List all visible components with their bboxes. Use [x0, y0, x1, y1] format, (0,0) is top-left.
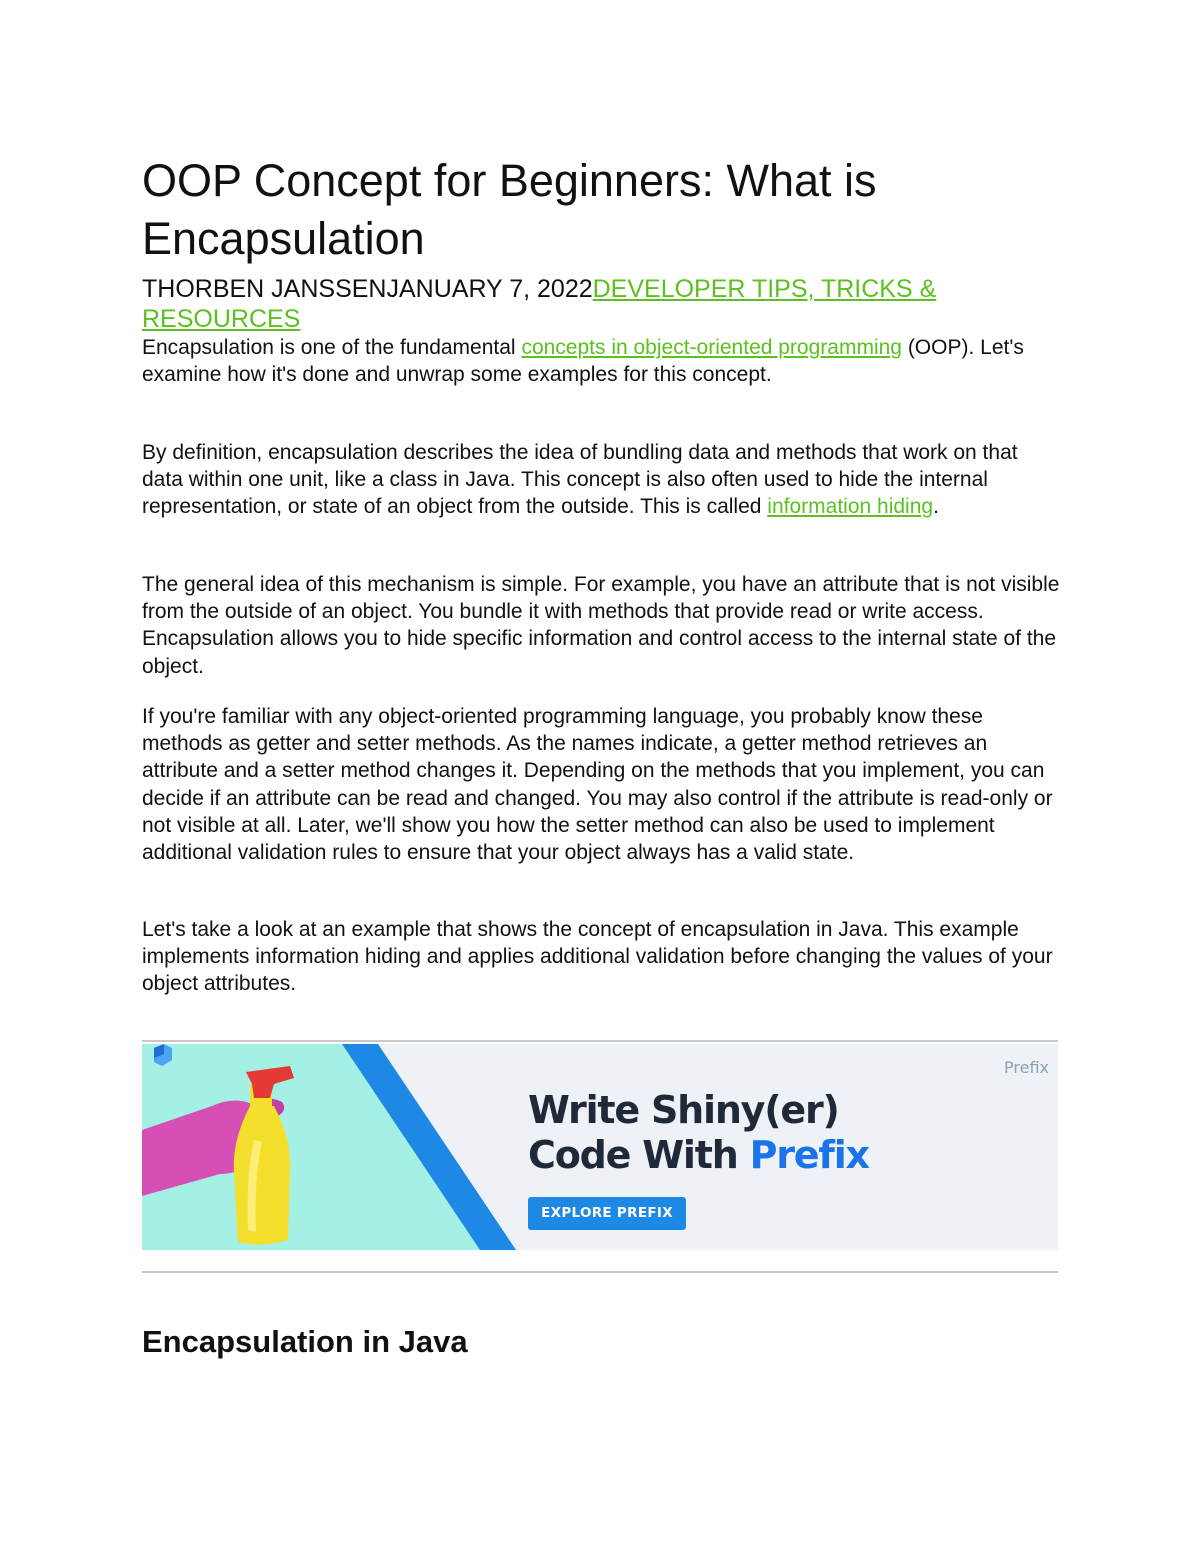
definition-text-end: .: [933, 495, 939, 519]
publish-date: JANUARY 7, 2022: [386, 275, 593, 303]
definition-text-start: By definition, encapsulation describes the idea of bundling data and methods that work on that data within one unit, like a class in Java. This concept is also often used to hide the internal representation, or state of an object from the outside. This is called: [142, 441, 1018, 519]
divider-top: [142, 1040, 1058, 1042]
intro-text-start: Encapsulation is one of the fundamental: [142, 336, 522, 359]
banner-headline-line1: Write Shiny(er): [528, 1088, 839, 1132]
divider-bottom: [142, 1271, 1058, 1273]
author-name: THORBEN JANSSEN: [142, 275, 387, 303]
mechanism-paragraph: The general idea of this mechanism is simple. For example, you have an attribute that is not visible from the outside of an object. You bundle it with methods that provide read or write access. Encapsulation allows you to hide specific information and control access to the internal state of the object.: [142, 573, 1060, 678]
definition-paragraph: [142, 439, 1060, 521]
oop-concepts-link[interactable]: concepts in object-oriented programming: [521, 336, 902, 359]
prefix-logo-icon: [142, 1044, 182, 1070]
section-heading: Encapsulation in Java: [142, 1324, 468, 1359]
article-meta: [142, 274, 1042, 334]
intro-text-end: (OOP). Let's examine how it's done and unwrap some examples for this concept.: [142, 336, 1024, 387]
headline-accent-text: Prefix: [749, 1133, 869, 1177]
spray-bottle-icon: [234, 1106, 290, 1245]
explore-prefix-button[interactable]: EXPLORE PREFIX: [528, 1197, 686, 1230]
prefix-logo-text: Prefix: [1004, 1058, 1049, 1077]
information-hiding-link[interactable]: information hiding: [767, 495, 934, 519]
intro-paragraph: [142, 334, 1060, 388]
getter-setter-paragraph: If you're familiar with any object-oriented programming language, you probably know these methods as getter and setter methods. As the names indicate, a getter method retrieves an attribute and a setter method changes it. Depending on the methods that you implement, you can decide if an attribute can be read and changed. You may also control if the attribute is read-only or not visible at all. Later, we'll show you how the setter method can also be used to implement additional validation rules to ensure that your object always has a valid state.: [142, 705, 1053, 865]
article-title: OOP Concept for Beginners: What is Encapsulation: [142, 155, 877, 264]
prefix-ad-banner[interactable]: [142, 1044, 1058, 1250]
example-intro-paragraph: Let's take a look at an example that shows the concept of encapsulation in Java. This example implements information hiding and applies additional validation before changing the values of your object attributes.: [142, 918, 1053, 996]
category-link[interactable]: DEVELOPER TIPS, TRICKS & RESOURCES: [142, 275, 937, 333]
headline-plain-text: Code With: [528, 1133, 750, 1177]
banner-headline-line2: [528, 1133, 869, 1177]
